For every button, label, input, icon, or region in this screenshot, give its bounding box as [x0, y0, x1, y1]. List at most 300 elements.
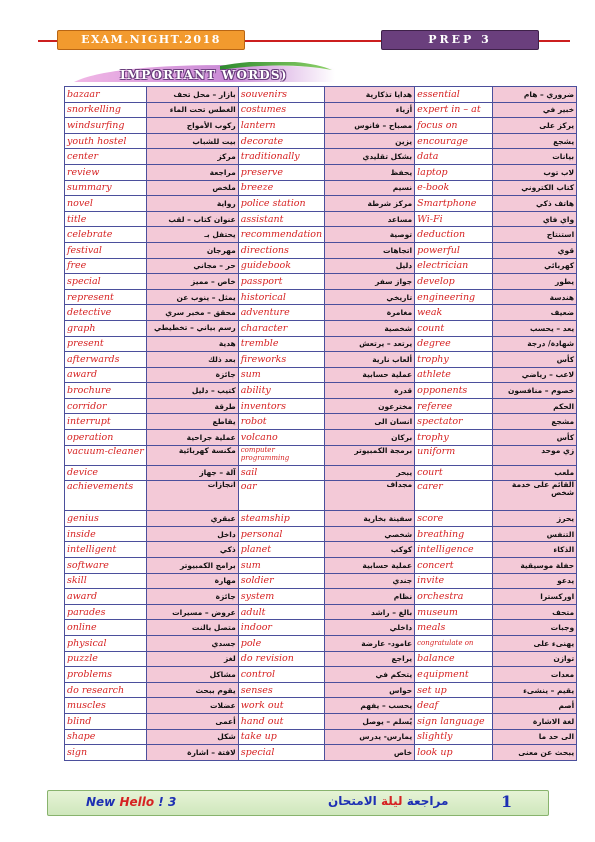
table-row	[65, 196, 577, 212]
table-row	[65, 211, 577, 227]
arabic-meaning: توازن	[493, 651, 577, 667]
arabic-meaning: يحرز	[493, 511, 577, 527]
english-word: spectator	[415, 414, 493, 430]
english-word: oar	[238, 481, 324, 511]
arabic-meaning: بشكل تقليدي	[325, 149, 415, 165]
table-row	[65, 289, 577, 305]
table-row	[65, 604, 577, 620]
english-word: blind	[65, 713, 147, 729]
arabic-meaning: برمجة الكمبيوتر	[325, 445, 415, 465]
arabic-meaning: دليل	[325, 258, 415, 274]
english-word: inside	[65, 526, 147, 542]
english-word: award	[65, 367, 147, 383]
english-word: summary	[65, 180, 147, 196]
arabic-meaning: جسدي	[146, 636, 238, 652]
english-word: system	[238, 589, 324, 605]
english-word: device	[65, 465, 147, 481]
english-word: control	[238, 667, 324, 683]
english-word: orchestra	[415, 589, 493, 605]
english-word: essential	[415, 87, 493, 103]
arabic-meaning: يحسب – يفهم	[325, 698, 415, 714]
english-word: museum	[415, 604, 493, 620]
table-row	[65, 258, 577, 274]
english-word: breathing	[415, 526, 493, 542]
arabic-meaning: نسيم	[325, 180, 415, 196]
english-word: breeze	[238, 180, 324, 196]
table-row	[65, 87, 577, 103]
arabic-meaning: عروض – مسيرات	[146, 604, 238, 620]
arabic-meaning: كتيب – دليل	[146, 383, 238, 399]
english-word: software	[65, 558, 147, 574]
english-word: planet	[238, 542, 324, 558]
arabic-meaning: توصية	[325, 227, 415, 243]
table-row	[65, 118, 577, 134]
english-word: center	[65, 149, 147, 165]
english-word: expert in – at	[415, 102, 493, 118]
arabic-meaning: ألعاب نارية	[325, 352, 415, 368]
arabic-meaning: الذكاء	[493, 542, 577, 558]
english-word: afterwards	[65, 352, 147, 368]
english-word: invite	[415, 573, 493, 589]
english-word: graph	[65, 320, 147, 336]
table-row	[65, 573, 577, 589]
arabic-meaning: مهرجان	[146, 242, 238, 258]
table-row	[65, 558, 577, 574]
arabic-meaning: مخترعون	[325, 398, 415, 414]
table-row	[65, 682, 577, 698]
arabic-meaning: التنفس	[493, 526, 577, 542]
brand-suffix: ! 3	[154, 795, 177, 809]
table-row	[65, 620, 577, 636]
prep-badge: PREP 3	[381, 30, 539, 50]
arabic-meaning: خبير في	[493, 102, 577, 118]
english-word: recommendation	[238, 227, 324, 243]
arabic-meaning: يشجع	[493, 133, 577, 149]
table-row	[65, 274, 577, 290]
english-word: sign language	[415, 713, 493, 729]
arabic-meaning: مهارة	[146, 573, 238, 589]
arabic-meaning: بيت للشباب	[146, 133, 238, 149]
english-word: balance	[415, 651, 493, 667]
english-word: laptop	[415, 164, 493, 180]
table-row	[65, 729, 577, 745]
english-word: title	[65, 211, 147, 227]
arabic-meaning: يركز على	[493, 118, 577, 134]
page-number: 1	[501, 792, 513, 811]
english-word: special	[65, 274, 147, 290]
arabic-meaning: لاب توب	[493, 164, 577, 180]
english-word: electrician	[415, 258, 493, 274]
arabic-meaning: يرتعد – يرتعش	[325, 336, 415, 352]
english-word: vacuum-cleaner	[65, 445, 147, 465]
footer-brand	[86, 795, 176, 809]
arabic-meaning: مجداف	[325, 481, 415, 511]
english-word: sum	[238, 558, 324, 574]
english-word: souvenirs	[238, 87, 324, 103]
arabic-meaning: ملعب	[493, 465, 577, 481]
english-word: work out	[238, 698, 324, 714]
english-word: detective	[65, 305, 147, 321]
arabic-meaning: هدايا تذكارية	[325, 87, 415, 103]
english-word: passport	[238, 274, 324, 290]
table-row	[65, 526, 577, 542]
arabic-meaning: يهنىء على	[493, 636, 577, 652]
english-word: review	[65, 164, 147, 180]
table-row	[65, 636, 577, 652]
english-word: meals	[415, 620, 493, 636]
english-word: develop	[415, 274, 493, 290]
english-word: intelligent	[65, 542, 147, 558]
arabic-meaning: داخلي	[325, 620, 415, 636]
arabic-meaning: آلة – جهاز	[146, 465, 238, 481]
brand-hello: Hello	[119, 795, 155, 809]
english-word: adult	[238, 604, 324, 620]
arabic-meaning: قوي	[493, 242, 577, 258]
section-title: IMPORTANT WORDS)	[120, 68, 288, 82]
table-row	[65, 102, 577, 118]
table-row	[65, 745, 577, 761]
arabic-meaning: كأس	[493, 352, 577, 368]
arabic-meaning: معدات	[493, 667, 577, 683]
arabic-meaning: خاص	[325, 745, 415, 761]
english-word: tremble	[238, 336, 324, 352]
arabic-meaning: أصم	[493, 698, 577, 714]
arabic-meaning: عامود- عارضة	[325, 636, 415, 652]
arabic-meaning: أعمى	[146, 713, 238, 729]
arabic-meaning: بالغ – راشد	[325, 604, 415, 620]
english-word: snorkelling	[65, 102, 147, 118]
english-word: historical	[238, 289, 324, 305]
table-row	[65, 465, 577, 481]
table-row	[65, 698, 577, 714]
table-row	[65, 542, 577, 558]
english-word: court	[415, 465, 493, 481]
english-word: online	[65, 620, 147, 636]
footer-arabic-review: مراجعة	[402, 794, 449, 808]
english-word: congratulate on	[415, 636, 493, 652]
arabic-meaning: الى حد ما	[493, 729, 577, 745]
arabic-meaning: جواز سفر	[325, 274, 415, 290]
english-word: opponents	[415, 383, 493, 399]
english-word: physical	[65, 636, 147, 652]
english-word: character	[238, 320, 324, 336]
english-word: fireworks	[238, 352, 324, 368]
arabic-meaning: طرقة	[146, 398, 238, 414]
english-word: sail	[238, 465, 324, 481]
arabic-meaning: نظام	[325, 589, 415, 605]
arabic-meaning: جندي	[325, 573, 415, 589]
arabic-meaning: هاتف ذكي	[493, 196, 577, 212]
arabic-meaning: أزياء	[325, 102, 415, 118]
english-word: brochure	[65, 383, 147, 399]
arabic-meaning: الحكم	[493, 398, 577, 414]
english-word: police station	[238, 196, 324, 212]
english-word: represent	[65, 289, 147, 305]
arabic-meaning: حفلة موسيقية	[493, 558, 577, 574]
table-row	[65, 242, 577, 258]
arabic-meaning: متصل بالنت	[146, 620, 238, 636]
table-row	[65, 383, 577, 399]
arabic-meaning: عبقري	[146, 511, 238, 527]
english-word: award	[65, 589, 147, 605]
arabic-meaning: سفينة بخارية	[325, 511, 415, 527]
arabic-meaning: مراجعة	[146, 164, 238, 180]
table-row	[65, 164, 577, 180]
english-word: look up	[415, 745, 493, 761]
english-word: adventure	[238, 305, 324, 321]
english-word: directions	[238, 242, 324, 258]
english-word: present	[65, 336, 147, 352]
english-word: deaf	[415, 698, 493, 714]
arabic-meaning: يطور	[493, 274, 577, 290]
arabic-meaning: متحف	[493, 604, 577, 620]
english-word: computer programming	[238, 445, 324, 465]
exam-night-badge: EXAM.NIGHT.2018	[57, 30, 245, 50]
arabic-meaning: يمثل – ينوب عن	[146, 289, 238, 305]
table-row	[65, 713, 577, 729]
arabic-meaning: انسان الى	[325, 414, 415, 430]
arabic-meaning: بيانات	[493, 149, 577, 165]
english-word: indoor	[238, 620, 324, 636]
arabic-meaning: خاص – مميز	[146, 274, 238, 290]
english-word: uniform	[415, 445, 493, 465]
arabic-meaning: شهادة/ درجة	[493, 336, 577, 352]
english-word: robot	[238, 414, 324, 430]
english-word: skill	[65, 573, 147, 589]
arabic-meaning: يُسلم – يوصل	[325, 713, 415, 729]
english-word: concert	[415, 558, 493, 574]
arabic-meaning: القائم على خدمة شخص	[493, 481, 577, 511]
english-word: score	[415, 511, 493, 527]
footer-arabic-night: ليلة	[380, 794, 403, 808]
arabic-meaning: يعد – يحسب	[493, 320, 577, 336]
english-word: encourage	[415, 133, 493, 149]
english-word: lantern	[238, 118, 324, 134]
arabic-meaning: خصوم – منافسون	[493, 383, 577, 399]
arabic-meaning: رسم بياني – تخطيطي	[146, 320, 238, 336]
arabic-meaning: قدرة	[325, 383, 415, 399]
arabic-meaning: بازار – محل تحف	[146, 87, 238, 103]
english-word: sign	[65, 745, 147, 761]
arabic-meaning: لغة الاشارة	[493, 713, 577, 729]
arabic-meaning: ركوب الأمواج	[146, 118, 238, 134]
arabic-meaning: يمارس- يدرس	[325, 729, 415, 745]
arabic-meaning: ذكي	[146, 542, 238, 558]
arabic-meaning: كأس	[493, 430, 577, 446]
english-word: trophy	[415, 352, 493, 368]
english-word: soldier	[238, 573, 324, 589]
arabic-meaning: ملخص	[146, 180, 238, 196]
arabic-meaning: كهربائي	[493, 258, 577, 274]
arabic-meaning: يحفظ	[325, 164, 415, 180]
english-word: athlete	[415, 367, 493, 383]
table-row	[65, 336, 577, 352]
english-word: take up	[238, 729, 324, 745]
table-row	[65, 149, 577, 165]
english-word: do revision	[238, 651, 324, 667]
arabic-meaning: وجبات	[493, 620, 577, 636]
english-word: referee	[415, 398, 493, 414]
arabic-meaning: مصباح – فانوس	[325, 118, 415, 134]
table-row	[65, 589, 577, 605]
english-word: sum	[238, 367, 324, 383]
arabic-meaning: يبحث عن معنى	[493, 745, 577, 761]
arabic-meaning: جائزة	[146, 589, 238, 605]
arabic-meaning: شخصي	[325, 526, 415, 542]
english-word: celebrate	[65, 227, 147, 243]
english-word: data	[415, 149, 493, 165]
arabic-meaning: لغز	[146, 651, 238, 667]
english-word: windsurfing	[65, 118, 147, 134]
table-row	[65, 445, 577, 465]
arabic-meaning: يقوم ببحث	[146, 682, 238, 698]
english-word: hand out	[238, 713, 324, 729]
english-word: bazaar	[65, 87, 147, 103]
arabic-meaning: يقيم – ينشىء	[493, 682, 577, 698]
arabic-meaning: جائزة	[146, 367, 238, 383]
table-row	[65, 367, 577, 383]
english-word: deduction	[415, 227, 493, 243]
arabic-meaning: اوركسترا	[493, 589, 577, 605]
arabic-meaning: حواس	[325, 682, 415, 698]
table-row	[65, 430, 577, 446]
arabic-meaning: يقاطع	[146, 414, 238, 430]
english-word: steamship	[238, 511, 324, 527]
table-row	[65, 133, 577, 149]
table-row	[65, 352, 577, 368]
english-word: interrupt	[65, 414, 147, 430]
english-word: focus on	[415, 118, 493, 134]
english-word: personal	[238, 526, 324, 542]
english-word: novel	[65, 196, 147, 212]
arabic-meaning: محقق – مخبر سري	[146, 305, 238, 321]
arabic-meaning: مشاكل	[146, 667, 238, 683]
table-row	[65, 667, 577, 683]
english-word: parades	[65, 604, 147, 620]
arabic-meaning: عملية جراحية	[146, 430, 238, 446]
arabic-meaning: لافتة – اشارة	[146, 745, 238, 761]
english-word: do research	[65, 682, 147, 698]
arabic-meaning: ضعيف	[493, 305, 577, 321]
arabic-meaning: مركز شرطة	[325, 196, 415, 212]
english-word: free	[65, 258, 147, 274]
english-word: senses	[238, 682, 324, 698]
english-word: problems	[65, 667, 147, 683]
table-row	[65, 180, 577, 196]
arabic-meaning: شخصية	[325, 320, 415, 336]
english-word: guidebook	[238, 258, 324, 274]
arabic-meaning: واي فاي	[493, 211, 577, 227]
arabic-meaning: استنتاج	[493, 227, 577, 243]
arabic-meaning: هندسة	[493, 289, 577, 305]
arabic-meaning: الغطس تحت الماء	[146, 102, 238, 118]
arabic-meaning: بركان	[325, 430, 415, 446]
english-word: Wi-Fi	[415, 211, 493, 227]
arabic-meaning: عضلات	[146, 698, 238, 714]
english-word: volcano	[238, 430, 324, 446]
english-word: puzzle	[65, 651, 147, 667]
arabic-meaning: يزين	[325, 133, 415, 149]
english-word: slightly	[415, 729, 493, 745]
arabic-meaning: شكل	[146, 729, 238, 745]
arabic-meaning: بعد ذلك	[146, 352, 238, 368]
table-row	[65, 398, 577, 414]
arabic-meaning: مساعد	[325, 211, 415, 227]
table-row	[65, 320, 577, 336]
english-word: count	[415, 320, 493, 336]
english-word: ability	[238, 383, 324, 399]
arabic-meaning: عملية حسابية	[325, 558, 415, 574]
english-word: weak	[415, 305, 493, 321]
arabic-meaning: رواية	[146, 196, 238, 212]
arabic-meaning: مغامرة	[325, 305, 415, 321]
footer-arabic-exam: الامتحان	[328, 794, 381, 808]
arabic-meaning: يدعو	[493, 573, 577, 589]
english-word: traditionally	[238, 149, 324, 165]
english-word: decorate	[238, 133, 324, 149]
arabic-meaning: اتجاهات	[325, 242, 415, 258]
english-word: special	[238, 745, 324, 761]
english-word: achievements	[65, 481, 147, 511]
footer-bar	[47, 790, 549, 816]
english-word: shape	[65, 729, 147, 745]
english-word: Smartphone	[415, 196, 493, 212]
table-row	[65, 414, 577, 430]
english-word: youth hostel	[65, 133, 147, 149]
english-word: intelligence	[415, 542, 493, 558]
arabic-meaning: داخل	[146, 526, 238, 542]
arabic-meaning: حر – مجاني	[146, 258, 238, 274]
arabic-meaning: زي موحد	[493, 445, 577, 465]
english-word: set up	[415, 682, 493, 698]
english-word: preserve	[238, 164, 324, 180]
arabic-meaning: لاعب – رياضي	[493, 367, 577, 383]
english-word: corridor	[65, 398, 147, 414]
english-word: costumes	[238, 102, 324, 118]
arabic-meaning: يبحر	[325, 465, 415, 481]
english-word: e-book	[415, 180, 493, 196]
english-word: assistant	[238, 211, 324, 227]
arabic-meaning: عملية حسابية	[325, 367, 415, 383]
arabic-meaning: يحتفل بـ	[146, 227, 238, 243]
footer-arabic-title	[328, 794, 448, 808]
english-word: pole	[238, 636, 324, 652]
english-word: powerful	[415, 242, 493, 258]
arabic-meaning: تاريخي	[325, 289, 415, 305]
arabic-meaning: عنوان كتاب – لقب	[146, 211, 238, 227]
table-row	[65, 305, 577, 321]
vocabulary-table	[64, 86, 577, 761]
arabic-meaning: كتاب الكتروني	[493, 180, 577, 196]
arabic-meaning: كوكب	[325, 542, 415, 558]
arabic-meaning: مركز	[146, 149, 238, 165]
english-word: engineering	[415, 289, 493, 305]
arabic-meaning: برامج الكمبيوتر	[146, 558, 238, 574]
english-word: muscles	[65, 698, 147, 714]
arabic-meaning: يتحكم في	[325, 667, 415, 683]
arabic-meaning: هدية	[146, 336, 238, 352]
english-word: equipment	[415, 667, 493, 683]
arabic-meaning: ضروري – هام	[493, 87, 577, 103]
arabic-meaning: مكنسة كهربائية	[146, 445, 238, 465]
table-row	[65, 651, 577, 667]
brand-prefix: New	[86, 795, 120, 809]
english-word: genius	[65, 511, 147, 527]
arabic-meaning: يراجع	[325, 651, 415, 667]
english-word: inventors	[238, 398, 324, 414]
table-row	[65, 511, 577, 527]
english-word: festival	[65, 242, 147, 258]
